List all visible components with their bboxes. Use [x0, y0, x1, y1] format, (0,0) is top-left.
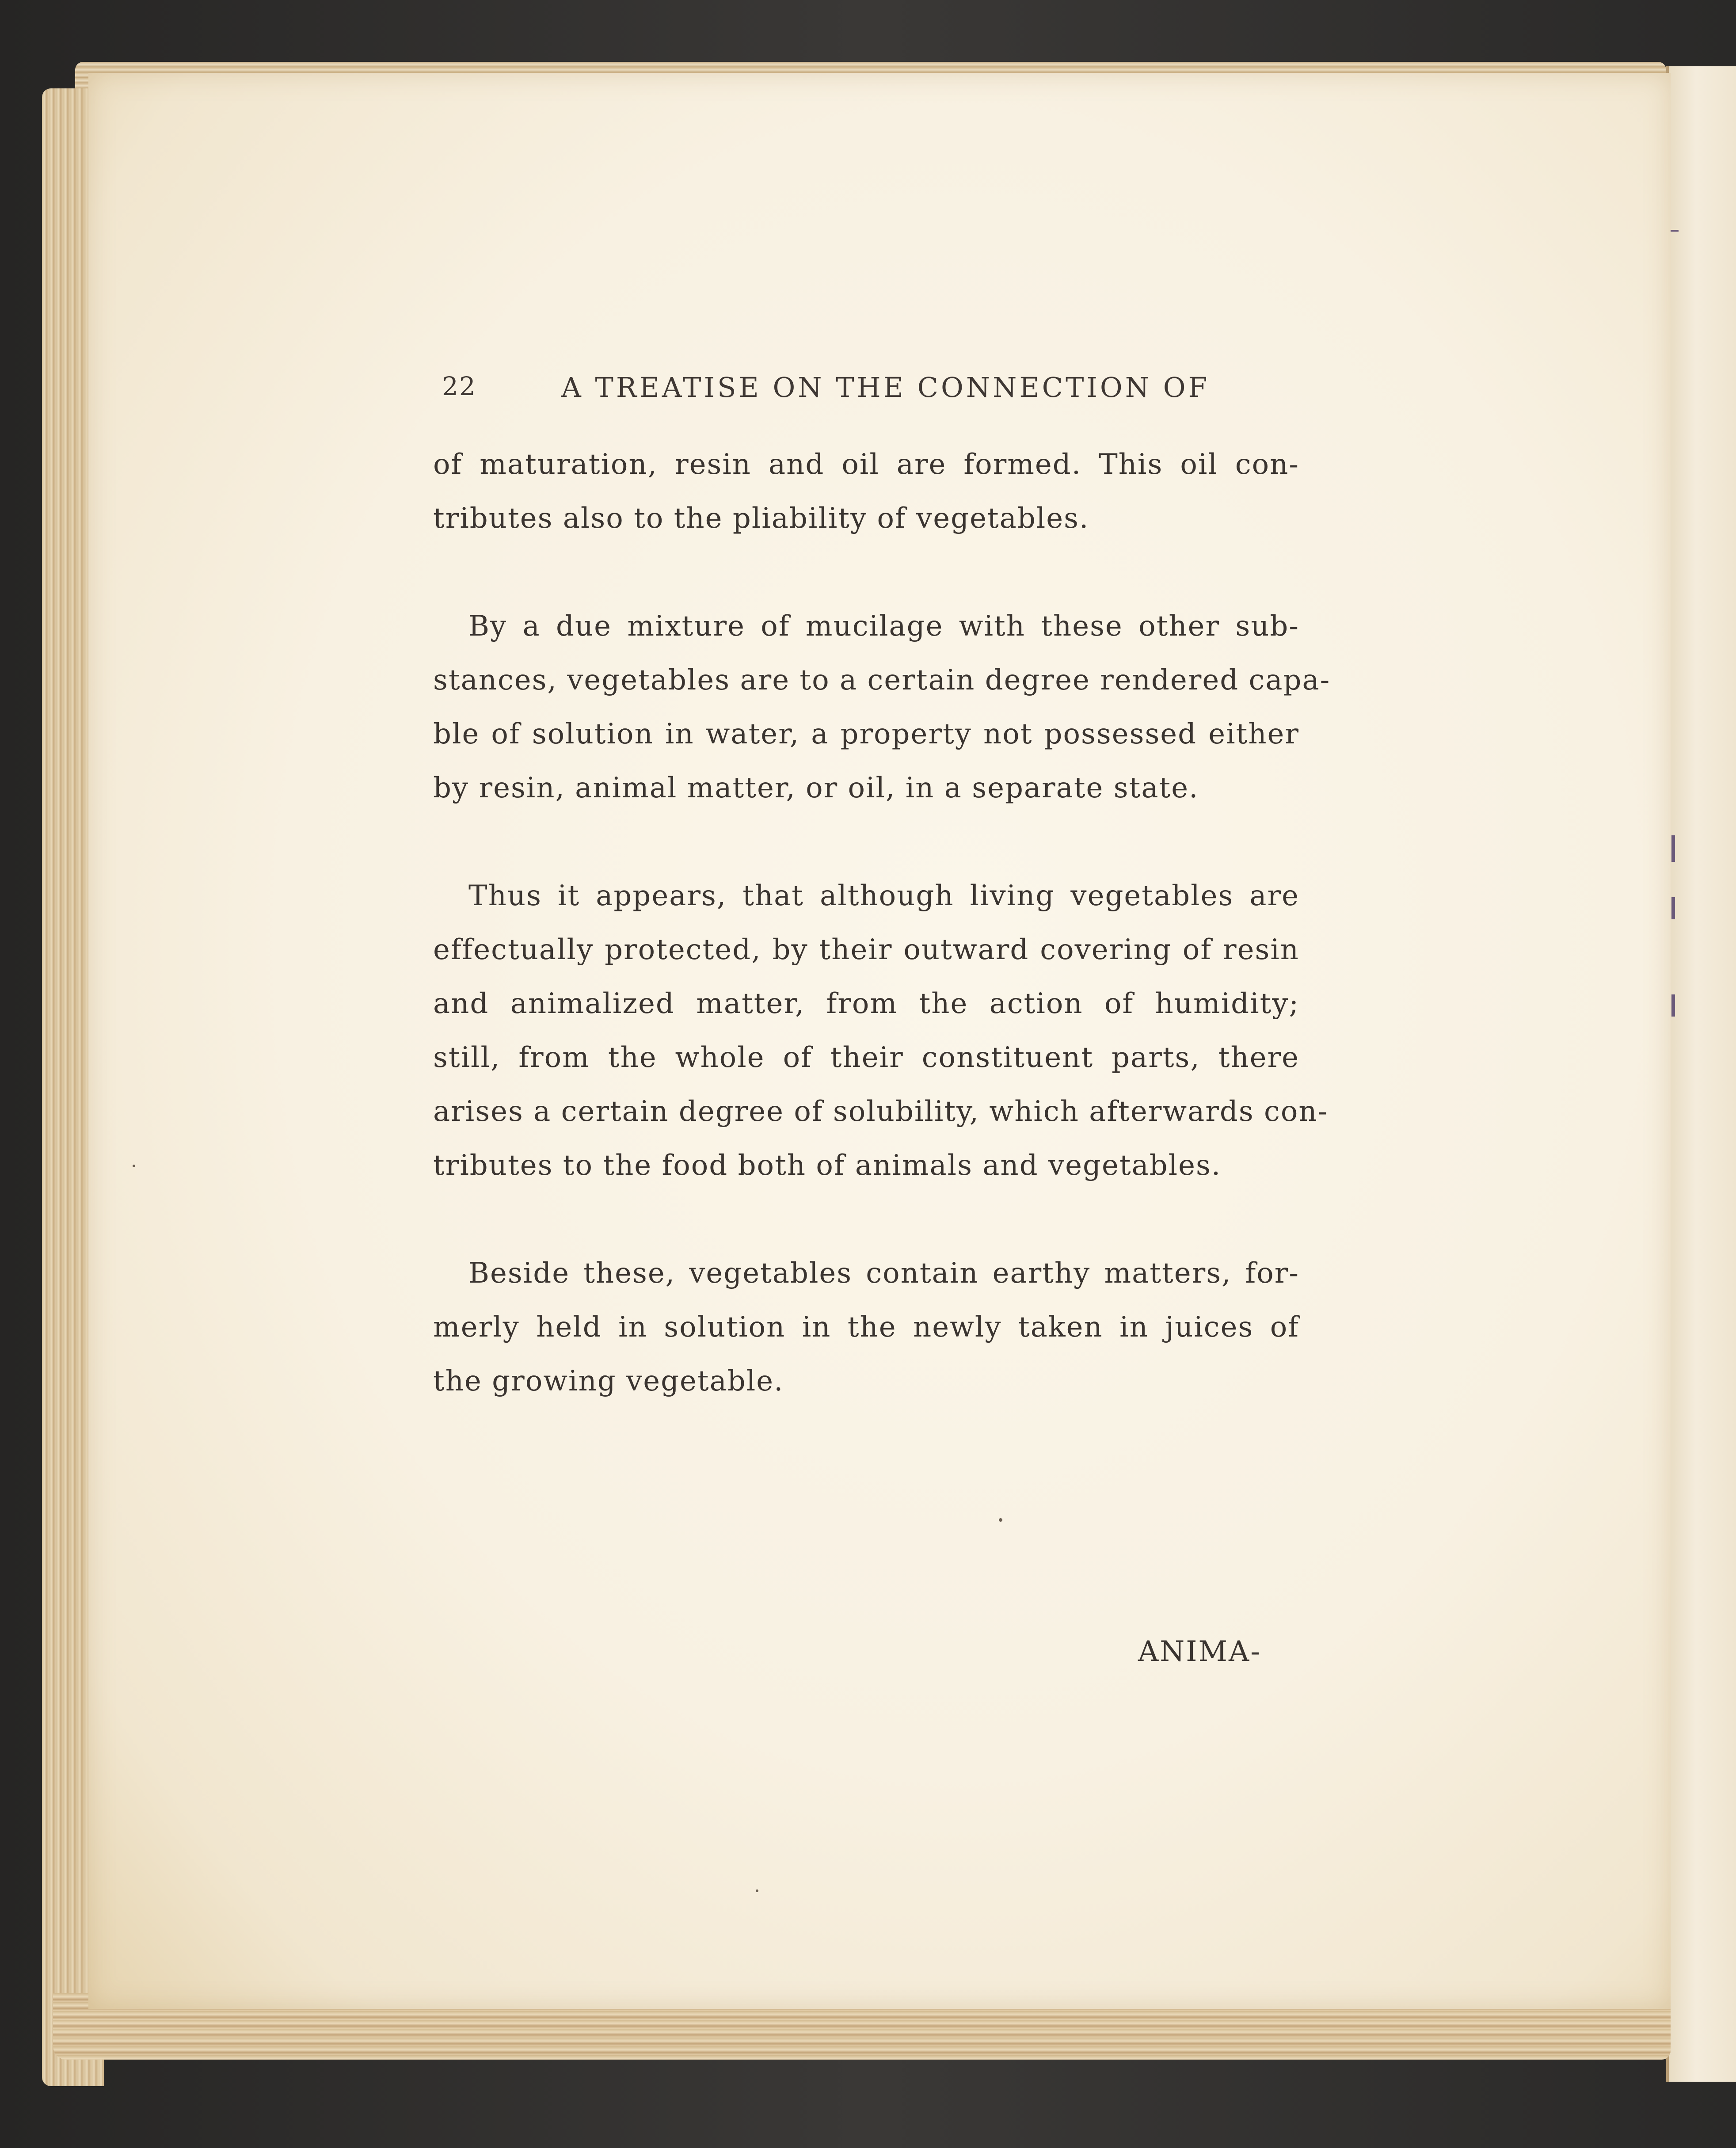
text-line: of maturation, resin and oil are formed. This oil con-: [433, 448, 1299, 481]
paper-speck: [133, 1165, 135, 1167]
paper-speck: [756, 1889, 758, 1892]
text-line: the growing vegetable.: [433, 1365, 784, 1398]
text-line: tributes to the food both of animals and vegetables.: [433, 1149, 1222, 1182]
paragraph-1: [433, 438, 1299, 545]
text-line: by resin, animal matter, or oil, in a separate state.: [433, 772, 1199, 804]
paragraph-3: [433, 869, 1329, 1192]
text-line: arises a certain degree of solubility, which afterwards con-: [433, 1095, 1329, 1128]
text-line: Thus it appears, that although living vegetables are: [468, 880, 1299, 912]
text-line: Beside these, vegetables contain earthy matters, for-: [468, 1257, 1299, 1290]
body-text: [433, 438, 1331, 1462]
page-edge-mark: [1670, 230, 1679, 232]
paragraph-2: [433, 599, 1331, 815]
page-edge-mark: [1671, 835, 1675, 862]
paragraph-4: [433, 1246, 1299, 1408]
text-line: By a due mixture of mucilage with these other sub-: [468, 610, 1299, 643]
text-line: stances, vegetables are to a certain degree rendered capa-: [433, 664, 1331, 697]
paper-speck: [999, 1518, 1002, 1522]
text-line: tributes also to the pliability of vegetables.: [433, 502, 1089, 535]
page-number: 22: [442, 371, 476, 401]
running-title: A TREATISE ON THE CONNECTION OF: [561, 371, 1210, 404]
text-line: ble of solution in water, a property not possessed either: [433, 718, 1299, 750]
text-line: and animalized matter, from the action of humidity;: [433, 987, 1299, 1020]
text-line: merly held in solution in the newly taken in juices of: [433, 1311, 1299, 1344]
text-line: effectually protected, by their outward covering of resin: [433, 933, 1299, 966]
adjoining-page-edge: [1666, 66, 1736, 2082]
text-line: still, from the whole of their constituent parts, there: [433, 1041, 1299, 1074]
page-edge-mark: [1671, 897, 1675, 919]
page-edge-mark: [1671, 994, 1675, 1017]
catchword: ANIMA-: [1138, 1635, 1261, 1668]
running-head: [442, 371, 1295, 411]
